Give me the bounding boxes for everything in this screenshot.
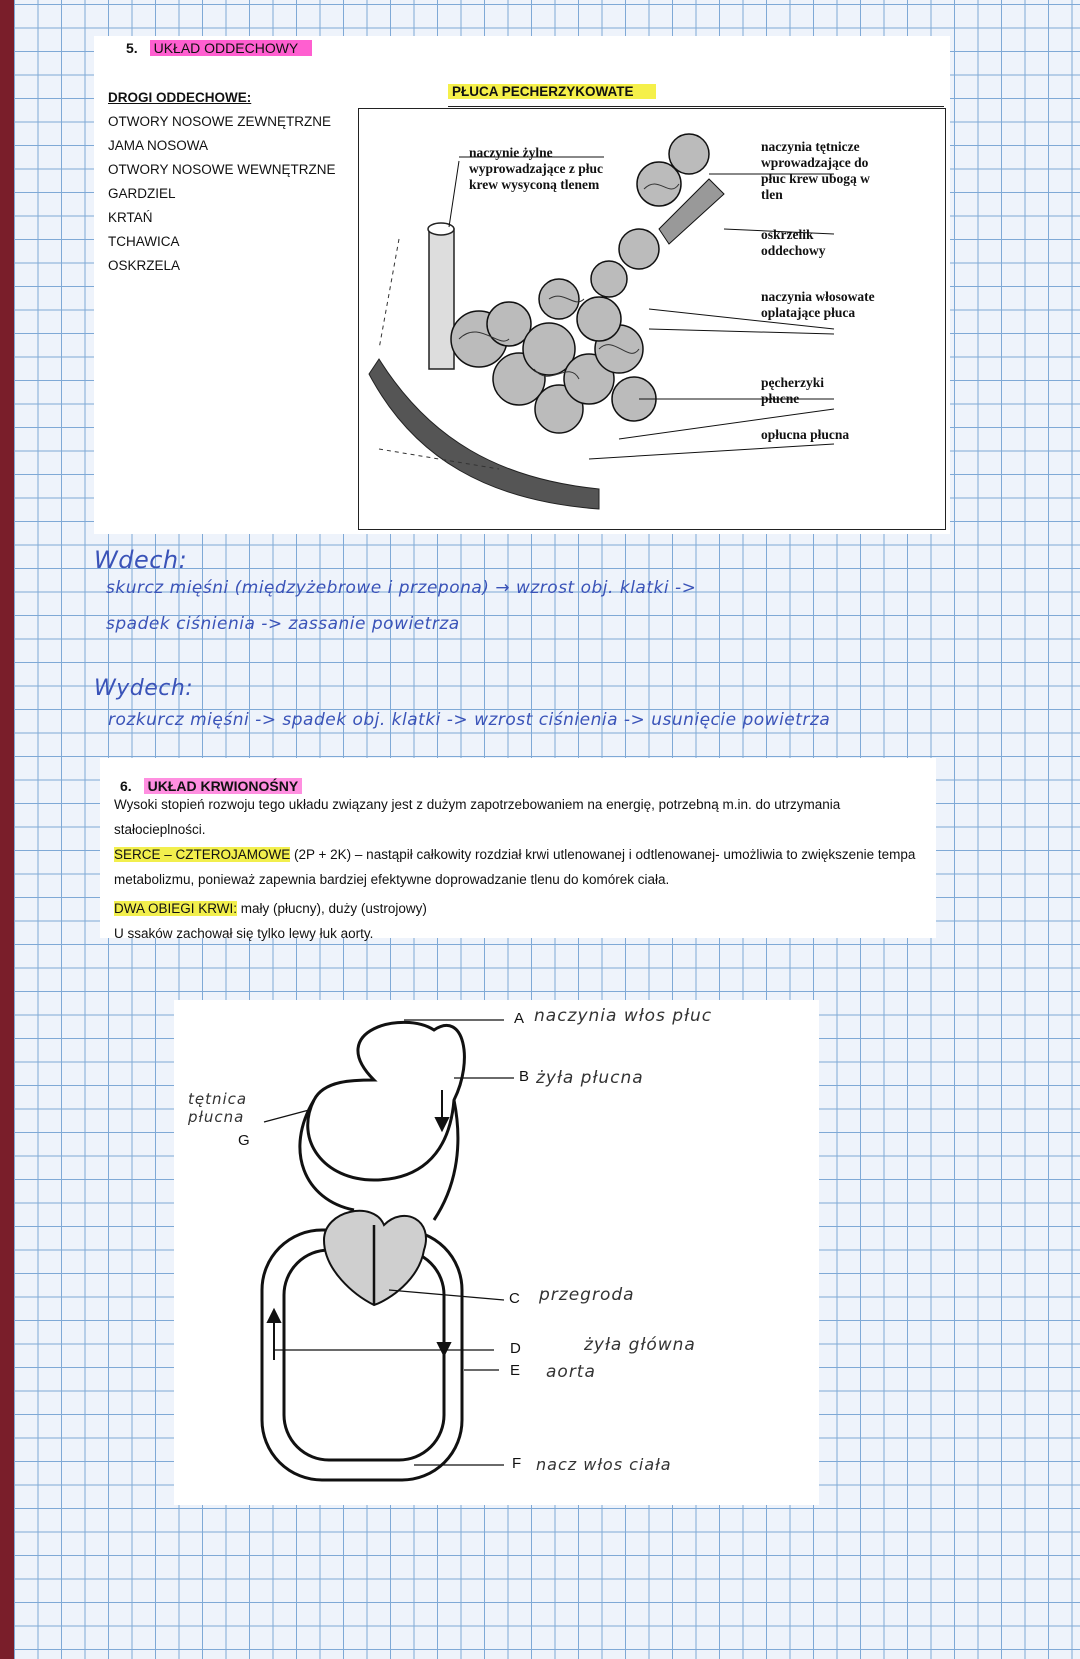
label-letter-e: E bbox=[510, 1362, 521, 1379]
lungs-title-text: PŁUCA PECHERZYKOWATE bbox=[448, 84, 656, 99]
section5-title: UKŁAD ODDECHOWY bbox=[150, 40, 313, 56]
section5-number: 5. bbox=[126, 40, 138, 56]
circulation-text: mały (płucny), duży (ustrojowy) bbox=[237, 901, 427, 916]
airway-item: OTWORY NOSOWE ZEWNĘTRZNE bbox=[108, 114, 332, 129]
lungs-title bbox=[448, 84, 656, 99]
label-letter-b: B bbox=[519, 1068, 530, 1085]
heart-circulation-diagram bbox=[174, 1000, 819, 1505]
label-letter-c: C bbox=[509, 1290, 520, 1307]
label-letter-f: F bbox=[512, 1455, 522, 1472]
label-bronchiole: oskrzelik oddechowy bbox=[761, 227, 826, 258]
inhale-line2: spadek ciśnienia -> zassanie powietrza bbox=[106, 614, 460, 634]
airway-item: TCHAWICA bbox=[108, 234, 180, 249]
airway-item: OTWORY NOSOWE WEWNĘTRZNE bbox=[108, 162, 336, 177]
heart-highlight: SERCE – CZTEROJAMOWE bbox=[114, 847, 291, 862]
section6-aorta-note: U ssaków zachował się tylko lewy łuk aorty. bbox=[114, 926, 374, 941]
label-letter-g: G bbox=[238, 1132, 250, 1149]
label-answer-f: nacz włos ciała bbox=[536, 1455, 672, 1474]
inhale-title: Wdech: bbox=[94, 546, 188, 574]
label-vein: naczynie żylne wyprowadzające z płuc krew wysyconą tlenem bbox=[469, 145, 603, 192]
alveoli-illustration bbox=[358, 108, 946, 530]
airway-item: KRTAŃ bbox=[108, 210, 153, 225]
circulation-drawing bbox=[174, 1000, 819, 1505]
airways-heading: DROGI ODDECHOWE: bbox=[108, 90, 252, 105]
inhale-line1: skurcz mięśni (międzyżebrowe i przepona) → wzrost obj. klatki -> bbox=[106, 578, 697, 598]
section6-number: 6. bbox=[120, 778, 132, 794]
heart-text: (2P + 2K) – nastąpił całkowity rozdział krwi utlenowanej i odtlenowanej- umożliwia to zwiększenie tempa metabolizmu, ponieważ zapewnia bardziej efektywne doprowadzanie tlenu do komórek ciała. bbox=[114, 847, 916, 887]
label-answer-a: naczynia włos płuc bbox=[534, 1006, 713, 1026]
label-alveoli: pęcherzyki płucne bbox=[761, 375, 824, 406]
section6-para1: Wysoki stopień rozwoju tego układu związany jest z dużym zapotrzebowaniem na energię, potrzebną m.in. do utrzymania stałocieplności. bbox=[114, 797, 841, 837]
exhale-line1: rozkurcz mięśni -> spadek obj. klatki -> wzrost ciśnienia -> usunięcie powietrza bbox=[108, 710, 831, 730]
lungs-title-rule bbox=[448, 106, 944, 107]
airways-list bbox=[108, 86, 336, 278]
circulation-highlight: DWA OBIEGI KRWI: bbox=[114, 901, 238, 916]
airway-item: OSKRZELA bbox=[108, 258, 181, 273]
section6-circulation bbox=[114, 896, 934, 921]
airway-item: GARDZIEL bbox=[108, 186, 176, 201]
label-answer-e: aorta bbox=[546, 1362, 596, 1382]
label-answer-b: żyła płucna bbox=[536, 1068, 644, 1088]
exhale-title: Wydech: bbox=[94, 676, 194, 701]
label-answer-c: przegroda bbox=[539, 1285, 635, 1305]
label-capillaries: naczynia włosowate oplatające płuca bbox=[761, 289, 875, 320]
graph-paper-page bbox=[14, 0, 1080, 1659]
section6-heart bbox=[114, 842, 934, 892]
label-answer-g: tętnica płucna bbox=[188, 1090, 248, 1126]
airway-item: JAMA NOSOWA bbox=[108, 138, 209, 153]
label-artery: naczynia tętnicze wprowadzające do płuc krew ubogą w tlen bbox=[761, 139, 870, 202]
label-letter-d: D bbox=[510, 1340, 521, 1357]
label-answer-d: żyła główna bbox=[584, 1335, 696, 1355]
label-letter-a: A bbox=[514, 1010, 525, 1027]
section6-title: UKŁAD KRWIONOŚNY bbox=[144, 778, 303, 794]
section5-heading bbox=[126, 40, 312, 56]
label-pleura: opłucna płucna bbox=[761, 427, 850, 442]
